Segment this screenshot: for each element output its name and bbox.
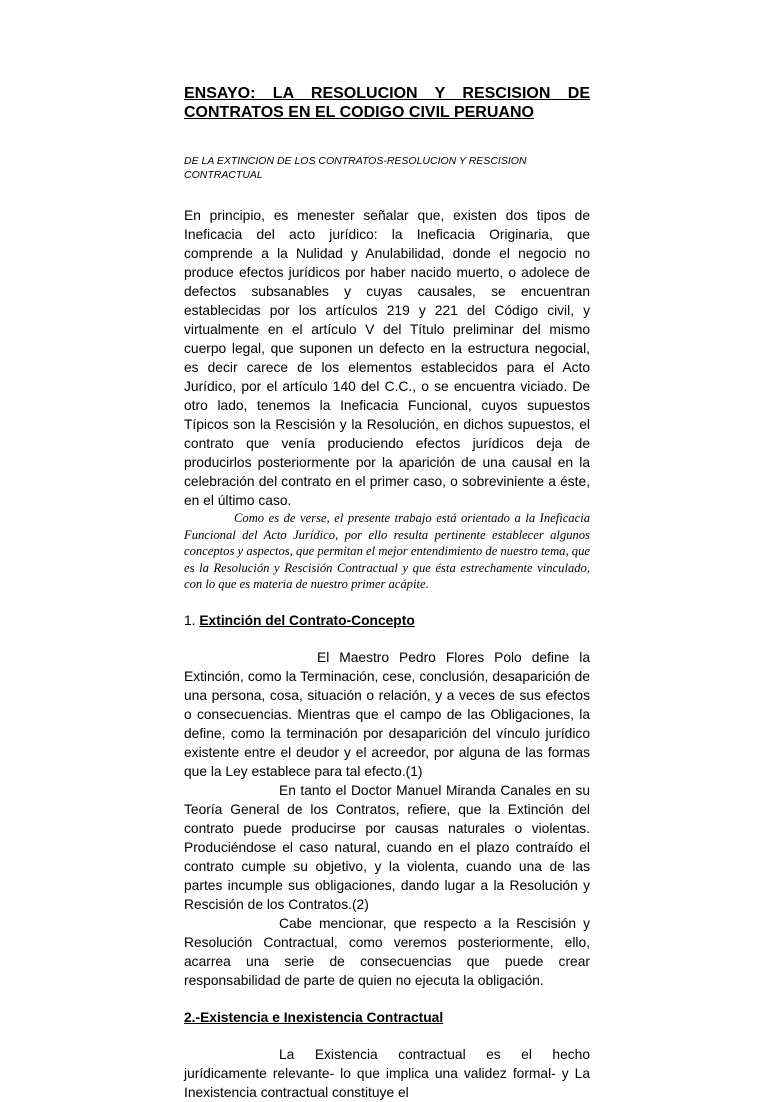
- section-1-paragraph-1: El Maestro Pedro Flores Polo define la Extinción, como la Terminación, cese, conclusión, desaparición de una persona, cosa, situación o relación, y a veces de sus efectos o consecuencias. Mientras que el campo de las Obligaciones, la define, como la terminación por desaparición del vínculo jurídico existente entre el deudor y el acreedor, por alguna de las formas que la Ley establece para tal efecto.(1): [184, 649, 590, 779]
- section-2-heading: [184, 1008, 590, 1027]
- section-2-title: 2.-Existencia e Inexistencia Contractual: [184, 1009, 444, 1025]
- title-line-2: CONTRATOS EN EL CODIGO CIVIL PERUANO: [184, 104, 534, 121]
- document-page: [184, 84, 590, 1102]
- section-1-title: Extinción del Contrato-Concepto: [199, 612, 415, 628]
- section-1-number: 1.: [184, 612, 196, 628]
- document-subtitle: DE LA EXTINCION DE LOS CONTRATOS-RESOLUCION Y RESCISION CONTRACTUAL: [184, 155, 527, 181]
- section-1-heading: [184, 611, 590, 630]
- title-line-1: ENSAYO: LA RESOLUCION Y RESCISION DE: [184, 85, 590, 102]
- section-1-paragraph-2: En tanto el Doctor Manuel Miranda Canales en su Teoría General de los Contratos, refiere, que la Extinción del contrato puede producirse por causas naturales o violentas. Produciéndose el caso natural, cuando en el plazo contraído el contrato cumple su objetivo, y la violenta, cuando una de las partes incumple sus obligaciones, dando lugar a la Resolución y Rescisión de los Contratos.(2): [184, 782, 590, 912]
- document-title: [184, 84, 590, 122]
- intro-paragraph: En principio, es menester señalar que, existen dos tipos de Ineficacia del acto jurídico: la Ineficacia Originaria, que comprende a la Nulidad y Anulabilidad, donde el negocio no produce efectos jurídicos por haber nacido muerto, o adolece de defectos subsanables y cuyas causales, se encuentran establecidas por los artículos 219 y 221 del Código civil, y virtualmente en el artículo V del Título preliminar del mismo cuerpo legal, que suponen un defecto en la estructura negocial, es decir carece de los elementos establecidos para el Acto Jurídico, por el artículo 140 del C.C., o se encuentra viciado. De otro lado, tenemos la Ineficacia Funcional, cuyos supuestos Típicos son la Rescisión y la Resolución, en dichos supuestos, el contrato que venía produciendo efectos jurídicos deja de producirlos posteriormente por la aparición de una causal en la celebración del contrato en el primer caso, o sobreviniente a éste, en el último caso.: [184, 208, 590, 508]
- intro-italic-paragraph: Como es de verse, el presente trabajo está orientado a la Ineficacia Funcional del Acto Jurídico, por ello resulta pertinente establecer algunos conceptos y aspectos, que permitan el mejor entendimiento de nuestro tema, que es la Resolución y Rescisión Contractual y que ésta estrechamente vinculado, con lo que es materia de nuestro primer acápite.: [184, 511, 590, 591]
- section-1-paragraph-3: Cabe mencionar, que respecto a la Rescisión y Resolución Contractual, como veremos posteriormente, ello, acarrea una serie de consecuencias que puede crear responsabilidad de parte de quien no ejecuta la obligación.: [184, 915, 590, 988]
- section-2-paragraph-1: La Existencia contractual es el hecho jurídicamente relevante- lo que implica una validez formal- y La Inexistencia contractual constituye el: [184, 1046, 590, 1100]
